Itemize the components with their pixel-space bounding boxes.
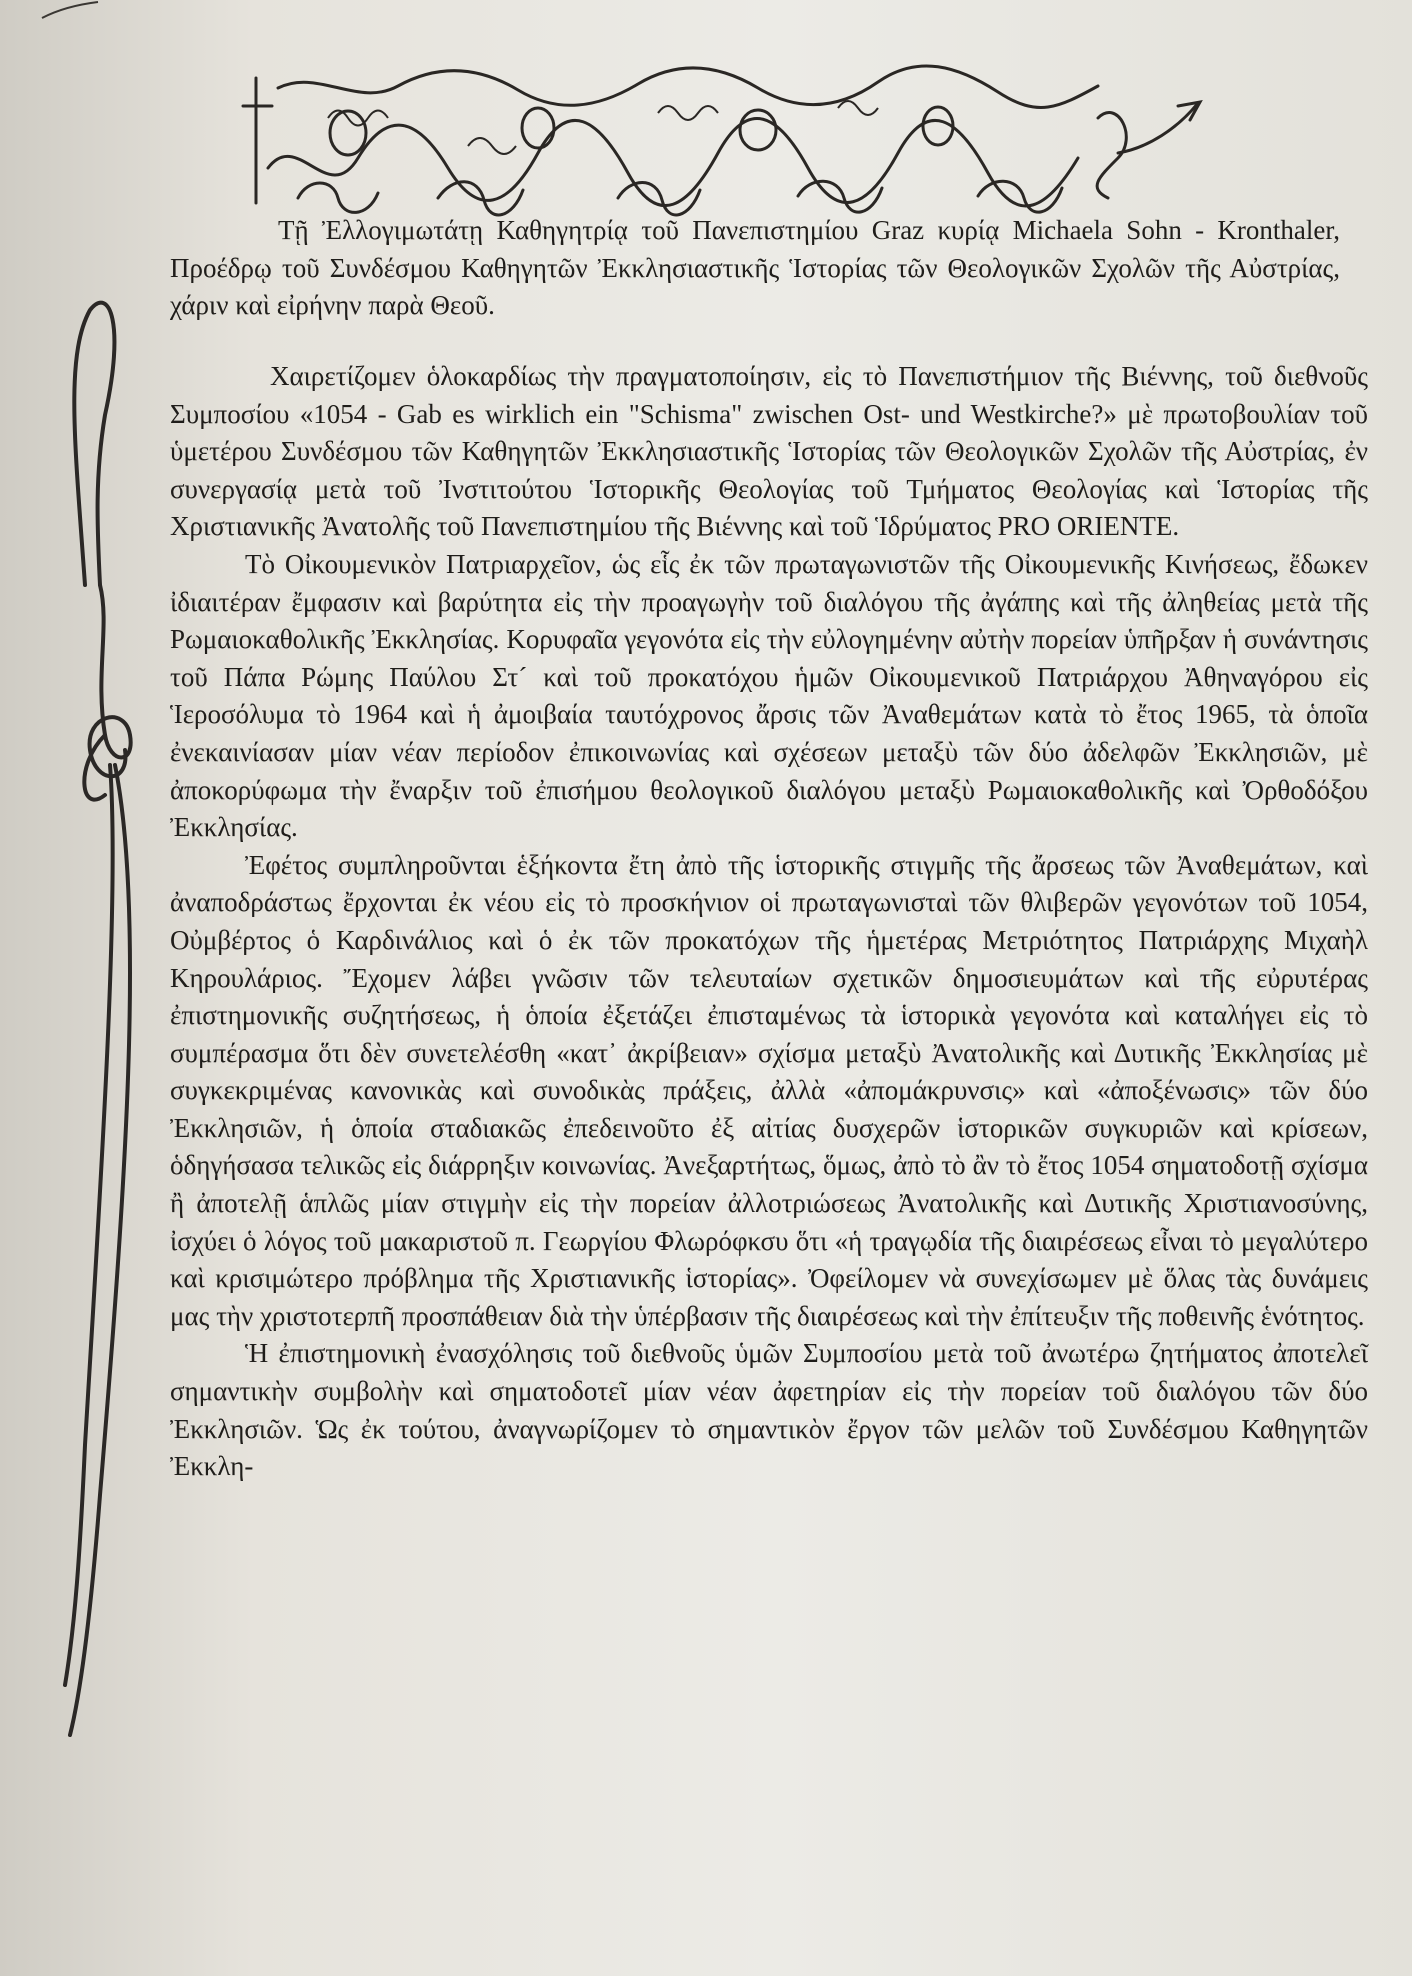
pen-mark — [40, 0, 100, 20]
body-paragraph-3: Ἐφέτος συμπληροῦνται ἑξήκοντα ἔτη ἀπὸ τῆς ἱστορικῆς στιγμῆς τῆς ἄρσεως τῶν Ἀναθεμάτων, καὶ ἀναποδράστως ἔρχονται ἐκ νέου εἰς τὸ προσκήνιον οἱ πρωταγωνισταὶ τῶν θλιβερῶν γεγονότων τοῦ 1054, Οὐμβέρτος ὁ Καρδινάλιος καὶ ὁ ἐκ τῶν προκατόχων τῆς ἡμετέρας Μετριότητος Πατριάρχης Μιχαὴλ Κηρουλάριος. Ἔχομεν λάβει γνῶσιν τῶν τελευταίων σχετικῶν δημοσιευμάτων καὶ τῆς εὐρυτέρας ἐπιστημονικῆς συζητήσεως, ἡ ὁποία ἐξετάζει ἐπισταμένως τὰ ἱστορικὰ γεγονότα καὶ καταλήγει εἰς τὸ συμπέρασμα ὅτι δὲν συνετελέσθη «κατ᾽ ἀκρίβειαν» σχίσμα μεταξὺ Ἀνατολικῆς καὶ Δυτικῆς Ἐκκλησίας μὲ συγκεκριμένας κανονικὰς καὶ συνοδικὰς πράξεις, ἀλλὰ «ἀπομάκρυνσις» καὶ «ἀποξένωσις» τῶν δύο Ἐκκλησιῶν, ἡ ὁποία σταδιακῶς ἐπεδεινοῦτο ἐξ αἰτίας δυσχερῶν ἱστορικῶν συγκυριῶν καὶ κρίσεων, ὁδηγήσασα τελικῶς εἰς διάρρηξιν κοινωνίας. Ἀνεξαρτήτως, ὅμως, ἀπὸ τὸ ἂν τὸ ἔτος 1054 σηματοδοτῇ σχίσμα ἢ ἀποτελῇ ἁπλῶς μίαν στιγμὴν εἰς τὴν πορείαν ἀλλοτριώσεως Ἀνατολικῆς καὶ Δυτικῆς Χριστιανοσύνης, ἰσχύει ὁ λόγος τοῦ μακαριστοῦ π. Γεωργίου Φλωρόφκσυ ὅτι «ἡ τραγῳδία τῆς διαιρέσεως εἶναι τὸ μεγαλύτερο καὶ κρισιμώτερο πρόβλημα τῆς Χριστιανικῆς ἱστορίας». Ὀφείλομεν νὰ συνεχίσωμεν μὲ ὅλας τὰς δυνάμεις μας τὴν χριστοτερπῆ προσπάθειαν διὰ τὴν ὑπέρβασιν τῆς διαιρέσεως καὶ τὴν ἐπίτευξιν τῆς ποθεινῆς ἑνότητος. — [170, 849, 1368, 1331]
binding-cord — [55, 295, 160, 1745]
patriarchal-signature-monocondyle — [238, 58, 1208, 218]
letter-addressee: Τῇ Ἐλλογιμωτάτῃ Καθηγητρίᾳ τοῦ Πανεπιστημίου Graz κυρίᾳ Michaela Sohn - Kronthaler, Προέδρῳ τοῦ Συνδέσμου Καθηγητῶν Ἐκκλησιαστικῆς Ἱστορίας τῶν Θεολογικῶν Σχολῶν τῆς Αὐστρίας, χάριν καὶ εἰρήνην παρὰ Θεοῦ. — [170, 215, 1340, 320]
body-paragraph-2: Τὸ Οἰκουμενικὸν Πατριαρχεῖον, ὡς εἷς ἐκ τῶν πρωταγωνιστῶν τῆς Οἰκουμενικῆς Κινήσεως, ἔδωκεν ἰδιαιτέραν ἔμφασιν καὶ βαρύτητα εἰς τὴν προαγωγὴν τοῦ διαλόγου τῆς ἀγάπης καὶ τῆς ἀληθείας μετὰ τῆς Ρωμαιοκαθολικῆς Ἐκκλησίας. Κορυφαῖα γεγονότα εἰς τὴν εὐλογημένην αὐτὴν πορείαν ὑπῆρξαν ἡ συνάντησις τοῦ Πάπα Ρώμης Παύλου Στ´ καὶ τοῦ προκατόχου ἡμῶν Οἰκουμενικοῦ Πατριάρχου Ἀθηναγόρου εἰς Ἱεροσόλυμα τὸ 1964 καὶ ἡ ἀμοιβαία ταυτόχρονος ἄρσις τῶν Ἀναθεμάτων κατὰ τὸ ἔτος 1965, τὰ ὁποῖα ἐνεκαινίασαν μίαν νέαν περίοδον ἐπικοινωνίας καὶ σχέσεων μεταξὺ τῶν δύο ἀδελφῶν Ἐκκλησιῶν, μὲ ἀποκορύφωμα τὴν ἔναρξιν τοῦ ἐπισήμου θεολογικοῦ διαλόγου μεταξὺ Ρωμαιοκαθολικῆς καὶ Ὀρθοδόξου Ἐκκλησίας. — [170, 548, 1368, 843]
body-paragraph-1: Χαιρετίζομεν ὁλοκαρδίως τὴν πραγματοποίησιν, εἰς τὸ Πανεπιστήμιον τῆς Βιέννης, τοῦ διεθνοῦς Συμποσίου «1054 - Gab es wirklich ein "Schisma" zwischen Ost- und Westkirche?» μὲ πρωτοβουλίαν τοῦ ὑμετέρου Συνδέσμου τῶν Καθηγητῶν Ἐκκλησιαστικῆς Ἱστορίας τῶν Θεολογικῶν Σχολῶν τῆς Αὐστρίας, ἐν συνεργασίᾳ μετὰ τοῦ Ἰνστιτούτου Ἱστορικῆς Θεολογίας τοῦ Τμήματος Θεολογίας καὶ Ἱστορίας τῆς Χριστιανικῆς Ἀνατολῆς τοῦ Πανεπιστημίου τῆς Βιέννης καὶ τοῦ Ἱδρύματος PRO ORIENTE. — [170, 361, 1368, 542]
letter-body — [170, 358, 1368, 1486]
body-paragraph-4: Ἡ ἐπιστημονικὴ ἐνασχόλησις τοῦ διεθνοῦς ὑμῶν Συμποσίου μετὰ τοῦ ἀνωτέρω ζητήματος ἀποτελεῖ σημαντικὴν συμβολὴν καὶ σηματοδοτεῖ μίαν νέαν ἀφετηρίαν εἰς τὴν πορείαν τοῦ διαλόγου τῶν δύο Ἐκκλησιῶν. Ὡς ἐκ τούτου, ἀναγνωρίζομεν τὸ σημαντικὸν ἔργον τῶν μελῶν τοῦ Συνδέσμου Καθηγητῶν Ἐκκλη- — [170, 1338, 1368, 1482]
